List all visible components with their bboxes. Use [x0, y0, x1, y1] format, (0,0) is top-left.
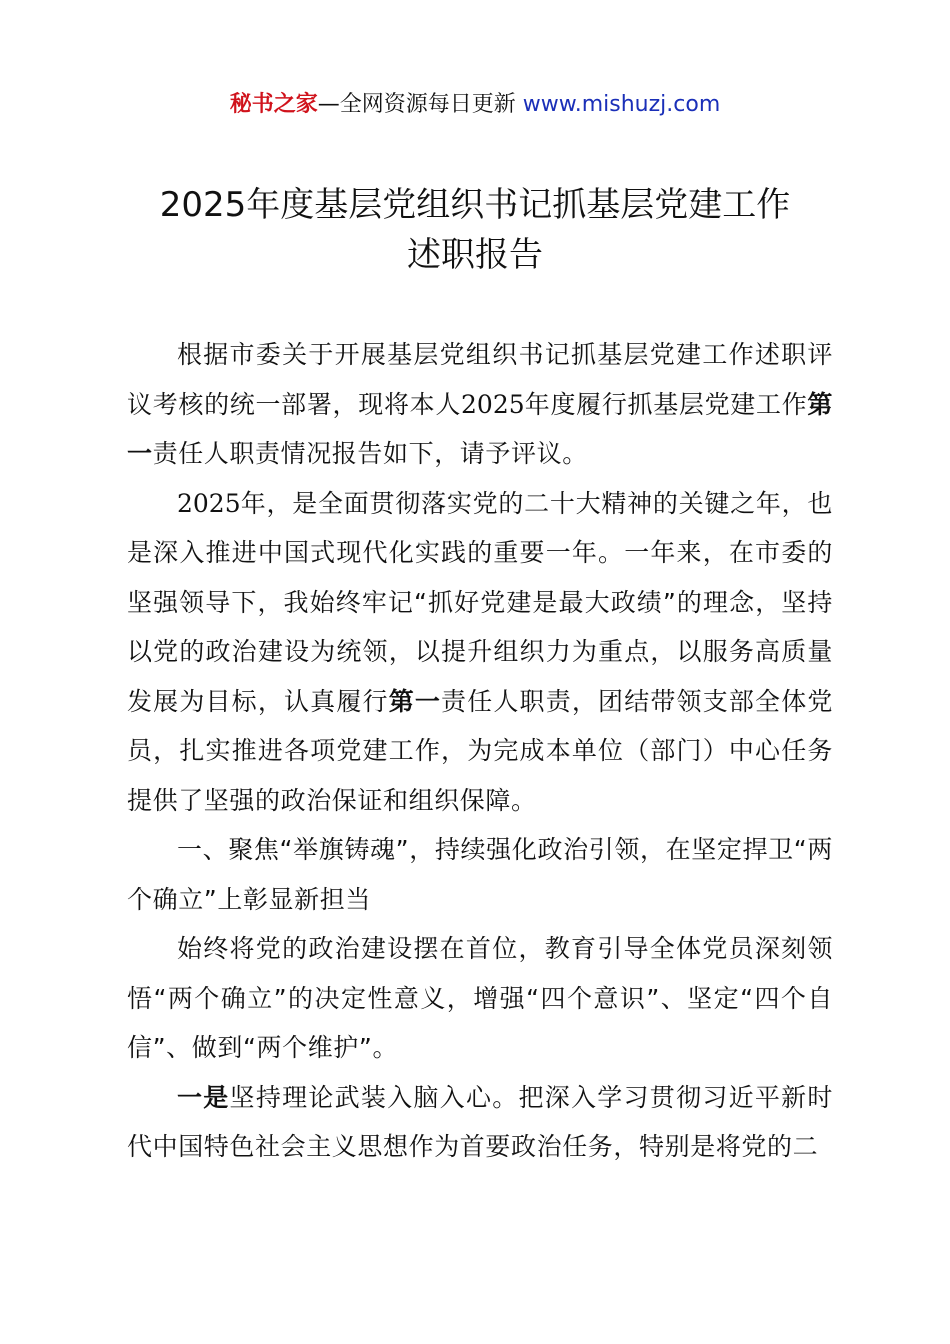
document-body — [127, 330, 833, 1172]
p2-text-b: 责任人职责，团结带领支部全体党员，扎实推进各项党建工作，为完成本单位（部门）中心任务提供了坚强的政治保证和组织保障。 — [127, 686, 833, 815]
p1-year: 2025 — [461, 389, 525, 419]
paragraph-overview — [127, 479, 833, 826]
p4-bold: 一是 — [177, 1082, 230, 1112]
p1-bold: 第一 — [127, 389, 833, 468]
p4-text-a: 坚持理论武装入脑入心。把深入学习贯彻习近平新时代中国特色社会主义思想作为首要政治任务，特别是将党的二 — [127, 1082, 834, 1161]
p2-text-a: 年，是全面贯彻落实党的二十大精神的关键之年，也是深入推进中国式现代化实践的重要一年。一年来，在市委的坚强领导下，我始终牢记“抓好党建是最大政绩”的理念，坚持以党的政治建设为统领，以提升组织力为重点，以服务高质量发展为目标，认真履行 — [127, 488, 833, 716]
site-brand: 秘书之家 — [229, 92, 318, 117]
p1-text-b: 年度履行抓基层党建工作 — [524, 389, 808, 419]
paragraph-intro — [127, 330, 833, 479]
p1-text-c: 责任人职责情况报告如下，请予评议。 — [152, 439, 588, 468]
section-heading-1: 一、聚焦“举旗铸魂”，持续强化政治引领，在坚定捍卫“两个确立”上彰显新担当 — [127, 835, 833, 914]
document-title — [0, 180, 950, 280]
paragraph-point-1 — [127, 1073, 833, 1172]
p2-bold: 第一 — [388, 686, 442, 716]
p2-year: 2025 — [177, 488, 241, 518]
paragraph-section-1: 始终将党的政治建设摆在首位，教育引导全体党员深刻领悟“两个确立”的决定性意义，增强“四个意识”、坚定“四个自信”、做到“两个维护”。 — [127, 934, 833, 1062]
site-tagline: —全网资源每日更新 — [317, 92, 523, 117]
site-url-link[interactable]: www.mishuzj.com — [522, 92, 721, 117]
site-header — [0, 90, 950, 120]
title-line-2: 述职报告 — [407, 235, 543, 275]
title-line-1: 2025年度基层党组织书记抓基层党建工作 — [159, 185, 791, 225]
p1-text-a: 根据市委关于开展基层党组织书记抓基层党建工作述职评议考核的统一部署，现将本人 — [127, 340, 833, 419]
